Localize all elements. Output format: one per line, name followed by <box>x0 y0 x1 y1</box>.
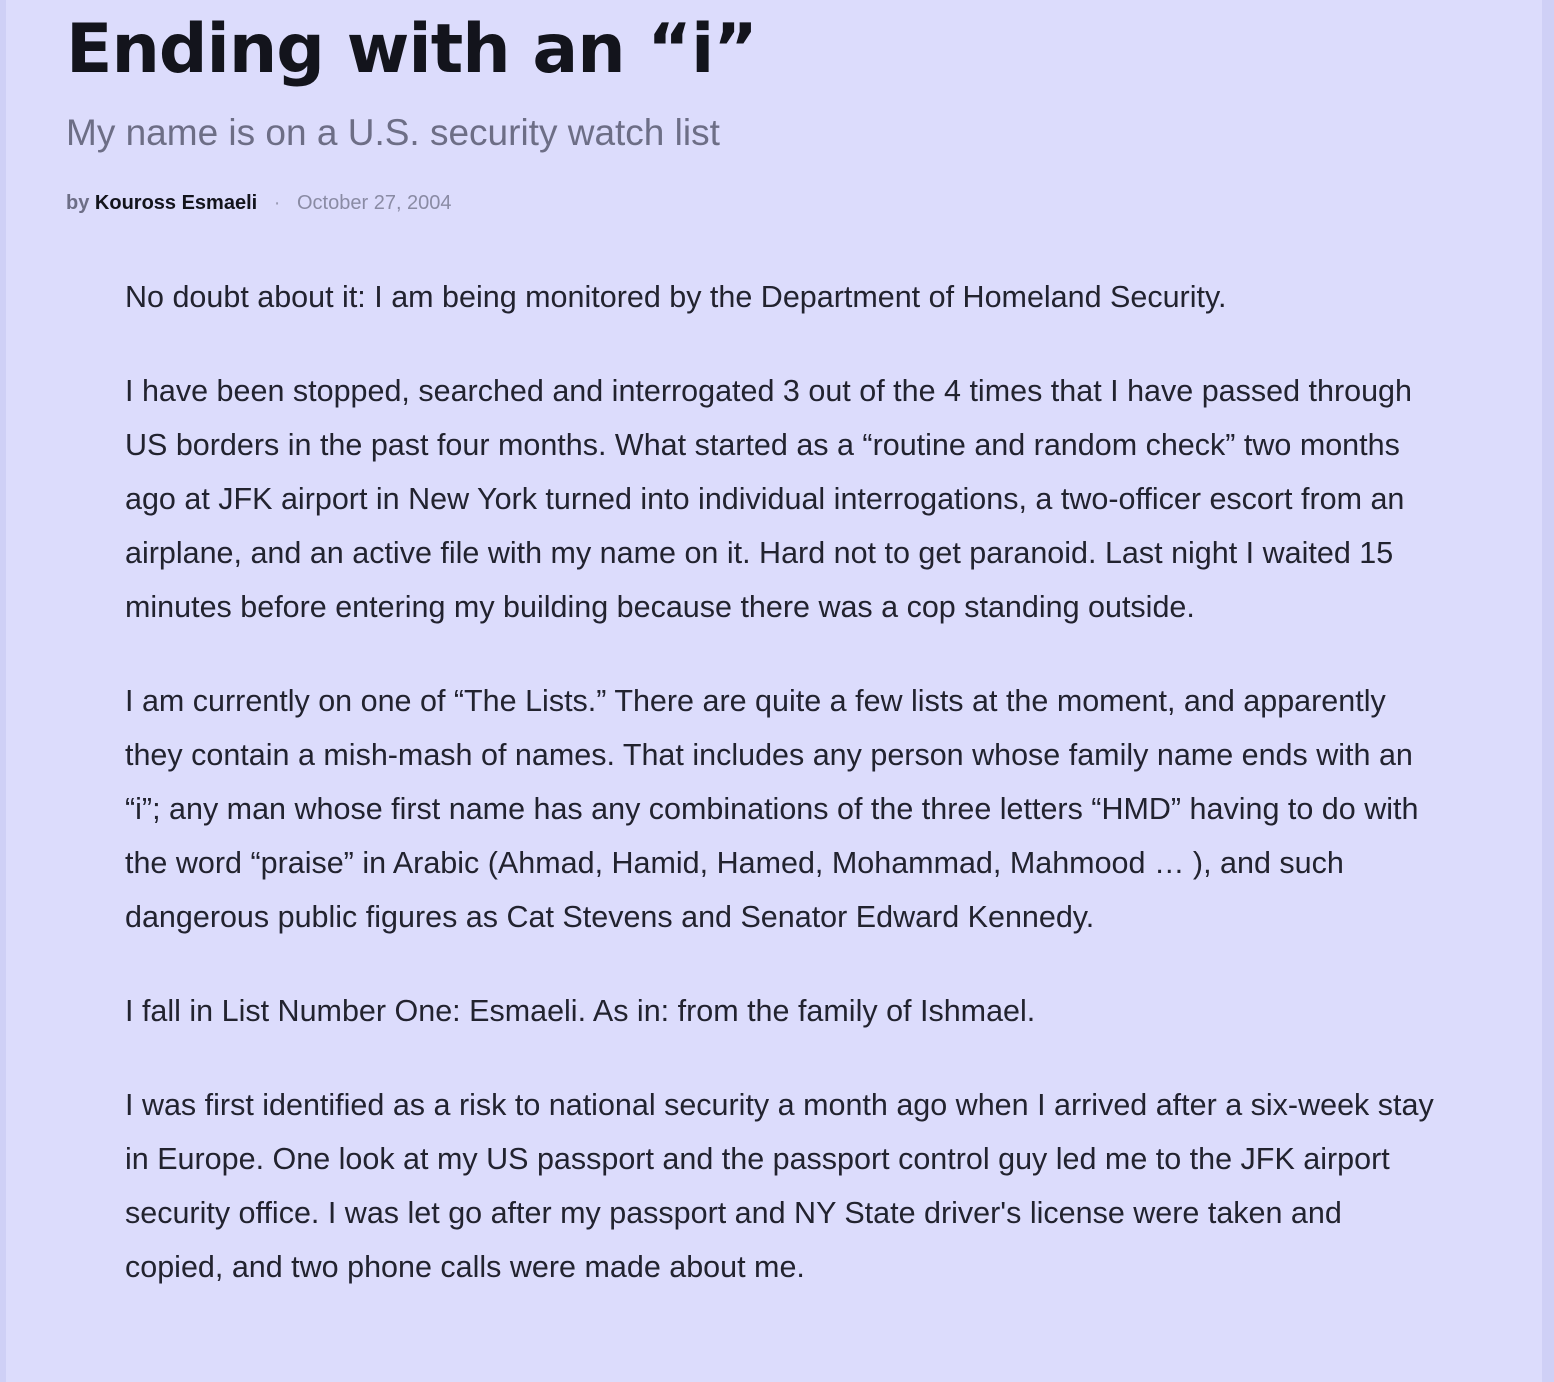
article-paragraph: No doubt about it: I am being monitored by the Department of Homeland Security. <box>125 280 1227 314</box>
article-paragraph: I have been stopped, searched and interrogated 3 out of the 4 times that I have passed through US borders in the past four months. What started as a “routine and random check” two months ago at JFK airport in New York turned into individual interrogations, a two-officer escort from an airplane, and an active file with my name on it. Hard not to get paranoid. Last night I waited 15 minutes before entering my building because there was a cop standing outside. <box>125 374 1412 624</box>
byline-separator: · <box>273 192 281 214</box>
byline-by-label: by <box>66 192 90 214</box>
article-paragraph: I am currently on one of “The Lists.” There are quite a few lists at the moment, and apparently they contain a mish-mash of names. That includes any person whose family name ends with an “i”; any man whose first name has any combinations of the three letters “HMD” having to do with the word “praise” in Arabic (Ahmad, Hamid, Hamed, Mohammad, Mahmood … ), and such dangerous public figures as Cat Stevens and Senator Edward Kennedy. <box>125 684 1419 934</box>
byline <box>66 189 452 217</box>
article-page <box>6 0 1542 1382</box>
article-subtitle: My name is on a U.S. security watch list <box>66 112 720 153</box>
article-body <box>125 270 1445 1334</box>
article-paragraph: I was first identified as a risk to national security a month ago when I arrived after a six-week stay in Europe. One look at my US passport and the passport control guy led me to the JFK airport security office. I was let go after my passport and NY State driver's license were taken and copied, and two phone calls were made about me. <box>125 1088 1434 1284</box>
author-link[interactable]: Kouross Esmaeli <box>94 192 258 214</box>
article-paragraph: I fall in List Number One: Esmaeli. As in: from the family of Ishmael. <box>125 994 1036 1028</box>
publish-date: October 27, 2004 <box>297 192 452 214</box>
article-title: Ending with an “i” <box>66 10 757 89</box>
